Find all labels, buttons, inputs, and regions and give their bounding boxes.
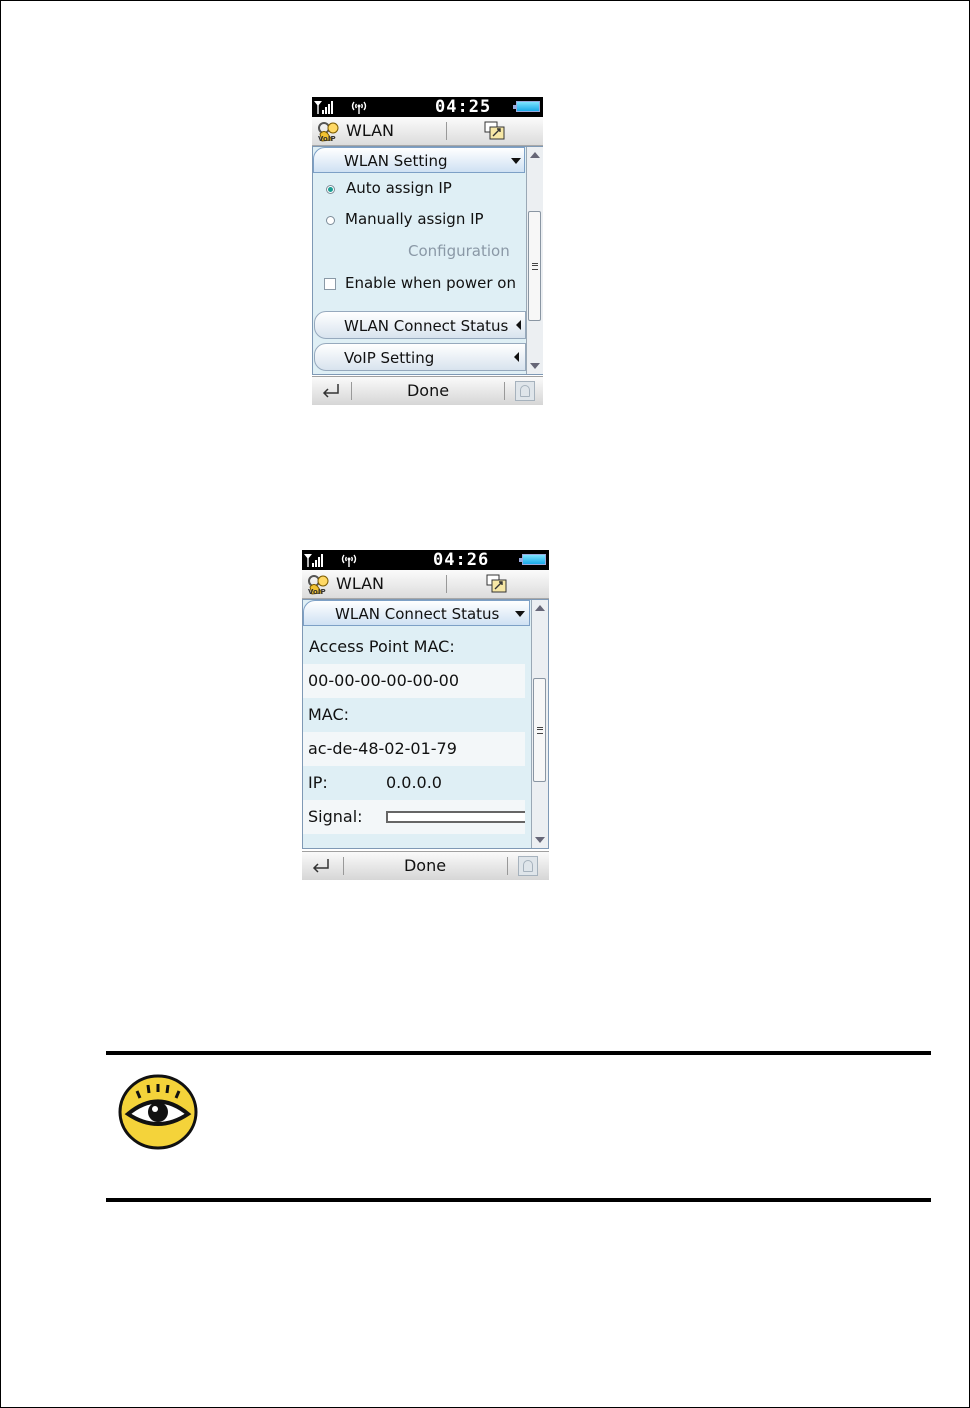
app-title: WLAN xyxy=(336,574,385,593)
section-header-label: WLAN Connect Status xyxy=(335,605,500,623)
svg-text:VoIP: VoIP xyxy=(308,588,326,595)
wifi-antenna-icon xyxy=(340,553,358,567)
auto-assign-ip-label[interactable]: Auto assign IP xyxy=(346,179,452,197)
mac-label-row xyxy=(303,698,529,732)
enable-power-on-label[interactable]: Enable when power on xyxy=(345,274,516,292)
lock-icon xyxy=(518,856,538,876)
scroll-down-arrow-icon[interactable] xyxy=(535,837,545,843)
app-title: WLAN xyxy=(346,121,395,140)
clock: 04:25 xyxy=(435,97,492,117)
wifi-antenna-icon xyxy=(350,100,368,114)
scrollbar[interactable] xyxy=(531,600,548,848)
enable-power-on-checkbox[interactable] xyxy=(324,278,336,290)
scroll-up-arrow-icon[interactable] xyxy=(530,152,540,158)
scroll-thumb[interactable] xyxy=(528,211,541,321)
note-top-rule xyxy=(106,1051,931,1055)
mac-value: ac-de-48-02-01-79 xyxy=(308,739,457,758)
phone-screen-wlan-connect-status xyxy=(302,550,549,880)
section-header-label: WLAN Setting xyxy=(344,152,448,170)
section-voip-setting[interactable] xyxy=(314,343,526,371)
title-separator xyxy=(446,575,447,593)
radio-auto-assign-ip[interactable] xyxy=(326,185,335,194)
lock-icon xyxy=(515,381,535,401)
manually-assign-ip-label[interactable]: Manually assign IP xyxy=(345,210,484,228)
battery-icon xyxy=(516,101,540,112)
signal-row xyxy=(303,800,525,834)
clock: 04:26 xyxy=(433,550,490,570)
bottom-separator xyxy=(507,857,508,875)
status-bar xyxy=(302,550,549,570)
scrollbar[interactable] xyxy=(526,147,543,374)
ip-row xyxy=(303,766,529,800)
ap-mac-label-row xyxy=(303,630,529,664)
battery-icon xyxy=(522,554,546,565)
ip-value: 0.0.0.0 xyxy=(386,773,442,792)
settings-panel xyxy=(312,146,543,375)
ap-mac-value-row xyxy=(303,664,525,698)
bottom-separator xyxy=(343,857,344,875)
section-wlan-connect-status[interactable] xyxy=(314,311,526,339)
status-panel xyxy=(302,599,549,849)
phone-screen-wlan-setting xyxy=(312,97,543,405)
title-bar xyxy=(302,570,549,599)
voip-app-icon xyxy=(316,120,340,142)
section-label: WLAN Connect Status xyxy=(344,317,509,335)
section-header-wlan-setting[interactable] xyxy=(313,147,525,173)
mac-value-row xyxy=(303,732,525,766)
bottom-separator xyxy=(504,382,505,400)
ap-mac-label: Access Point MAC: xyxy=(309,637,455,656)
configuration-button[interactable]: Configuration xyxy=(408,242,510,260)
signal-label: Signal: xyxy=(308,807,363,826)
back-icon[interactable] xyxy=(308,857,334,875)
voip-app-icon xyxy=(306,573,330,595)
section-header-wlan-connect-status[interactable] xyxy=(303,600,530,626)
svg-text:VoIP: VoIP xyxy=(318,135,336,142)
signal-strength-bar xyxy=(386,811,525,823)
title-separator xyxy=(446,122,447,140)
chevron-left-icon xyxy=(516,320,521,330)
bottom-separator xyxy=(351,382,352,400)
scroll-down-arrow-icon[interactable] xyxy=(530,363,540,369)
ap-mac-value: 00-00-00-00-00-00 xyxy=(308,671,460,690)
chevron-down-icon xyxy=(511,158,521,164)
eye-note-icon xyxy=(118,1074,198,1150)
status-bar xyxy=(312,97,543,117)
back-icon[interactable] xyxy=(318,382,344,400)
chevron-left-icon xyxy=(514,352,519,362)
section-label: VoIP Setting xyxy=(344,349,435,367)
switch-window-icon[interactable] xyxy=(486,574,508,594)
signal-strength-icon xyxy=(314,100,336,114)
chevron-down-icon xyxy=(515,611,525,617)
done-button[interactable]: Done xyxy=(403,856,447,875)
mac-label: MAC: xyxy=(308,705,350,724)
bottom-bar xyxy=(312,376,543,405)
done-button[interactable]: Done xyxy=(406,381,450,400)
radio-manually-assign-ip[interactable] xyxy=(326,216,335,225)
note-bottom-rule xyxy=(106,1198,931,1202)
scroll-thumb[interactable] xyxy=(533,678,546,782)
ip-label: IP: xyxy=(308,773,328,792)
scroll-up-arrow-icon[interactable] xyxy=(535,605,545,611)
bottom-bar xyxy=(302,851,549,880)
signal-strength-icon xyxy=(304,553,326,567)
switch-window-icon[interactable] xyxy=(484,121,506,141)
title-bar xyxy=(312,117,543,146)
